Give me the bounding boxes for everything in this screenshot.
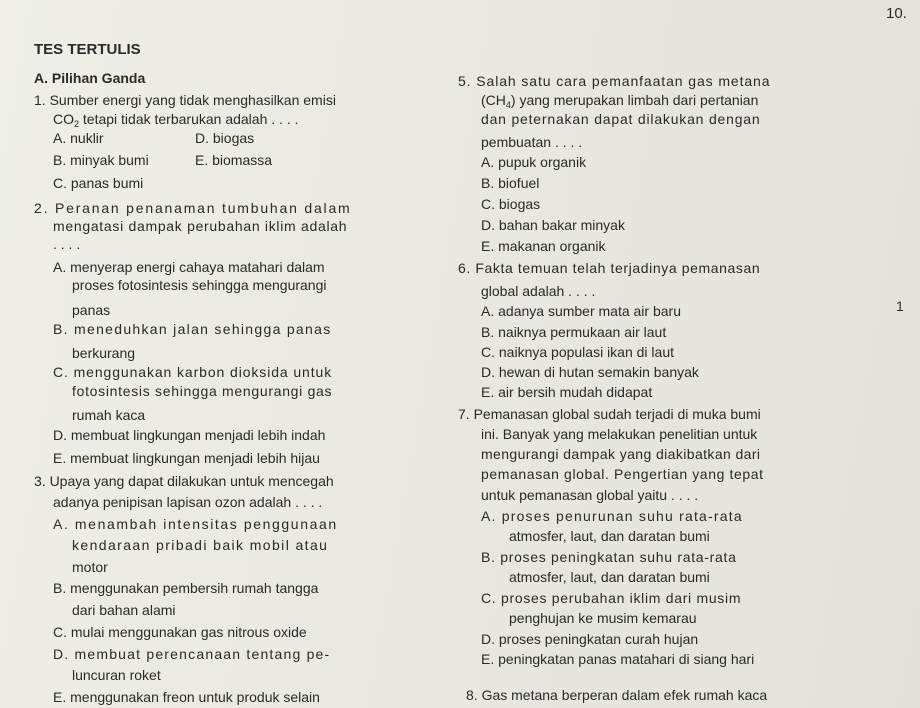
q2-option-c-line1: C. menggunakan karbon dioksida untuk (53, 364, 333, 380)
section-heading: A. Pilihan Ganda (34, 70, 146, 86)
q1-stem-line2 (53, 111, 298, 132)
q3-stem-line2: adanya penipisan lapisan ozon adalah . . . . (53, 494, 323, 510)
q1-option-d: D. biogas (195, 130, 255, 146)
q6-option-d: D. hewan di hutan semakin banyak (481, 364, 699, 380)
q3-option-d-line2: luncuran roket (72, 667, 161, 683)
q1-option-a: A. nuklir (53, 130, 104, 146)
q1-option-c: C. panas bumi (53, 175, 144, 191)
q1-stem-line1: 1. Sumber energi yang tidak menghasilkan emisi (34, 92, 336, 108)
q5-option-b: B. biofuel (481, 175, 540, 191)
q5-stem-line4: pembuatan . . . . (481, 134, 583, 150)
q3-stem-line1: 3. Upaya yang dapat dilakukan untuk mencegah (34, 473, 334, 489)
q5-stem-line2 (481, 92, 758, 113)
q3-option-e: E. menggunakan freon untuk produk selain (53, 689, 320, 705)
q2-option-e: E. membuat lingkungan menjadi lebih hijau (53, 450, 320, 466)
q7-stem-line5: untuk pemanasan global yaitu . . . . (481, 487, 699, 503)
q6-option-c: C. naiknya populasi ikan di laut (481, 344, 675, 360)
q5-option-d: D. bahan bakar minyak (481, 217, 625, 233)
q6-option-a: A. adanya sumber mata air baru (481, 303, 681, 319)
q2-stem-line1: 2. Peranan penanaman tumbuhan dalam (34, 200, 352, 216)
q3-option-c (53, 624, 307, 640)
q5-ch-subscript: 4 (505, 100, 511, 110)
q5-option-c: C. biogas (481, 196, 541, 212)
q2-option-b-line1: B. meneduhkan jalan sehingga panas (53, 321, 332, 337)
q7-option-c-line2: penghujan ke musim kemarau (509, 610, 697, 626)
q7-option-e: E. peningkatan panas matahari di siang hari (481, 651, 755, 667)
q7-stem-line3: mengurangi dampak yang diakibatkan dari (481, 446, 761, 462)
q5-stem-line1: 5. Salah satu cara pemanfaatan gas metana (458, 73, 771, 89)
q1-option-b: B. minyak bumi (53, 152, 149, 168)
q3-option-a-line2: kendaraan pribadi baik mobil atau (72, 537, 329, 553)
q7-option-c-line1: C. proses perubahan iklim dari musim (481, 590, 742, 606)
q5-ch: (CH (481, 92, 506, 108)
q1-option-e: E. biomassa (195, 152, 273, 168)
q7-option-a-line1: A. proses penurunan suhu rata-rata (481, 508, 743, 524)
q6-stem-line1: 6. Fakta temuan telah terjadinya pemanasan (458, 260, 761, 276)
q2-option-a-line2: proses fotosintesis sehingga mengurangi (72, 277, 327, 293)
q2-stem-line3: . . . . (53, 236, 81, 252)
q7-option-d: D. proses peningkatan curah hujan (481, 631, 699, 647)
q2-option-c-line2: fotosintesis sehingga mengurangi gas (72, 383, 333, 399)
q5-option-a: A. pupuk organik (481, 154, 587, 170)
q6-stem-line2: global adalah . . . . (481, 283, 596, 299)
q5-option-e: E. makanan organik (481, 238, 606, 254)
q8-stem-line1: 8. Gas metana berperan dalam efek rumah kaca (466, 687, 768, 703)
q3-option-b-line1: B. menggunakan pembersih rumah tangga (53, 580, 319, 596)
q1-co: CO (53, 111, 74, 127)
q5-stem-line3: dan peternakan dapat dilakukan dengan (481, 111, 761, 127)
q6-option-b: B. naiknya permukaan air laut (481, 324, 667, 340)
q2-option-d: D. membuat lingkungan menjadi lebih indah (53, 427, 326, 443)
q3-option-b-line2: dari bahan alami (72, 602, 176, 618)
q2-stem-line2: mengatasi dampak perubahan iklim adalah (53, 218, 348, 234)
q7-stem-line4: pemanasan global. Pengertian yang tepat (481, 466, 764, 482)
q7-stem-line1: 7. Pemanasan global sudah terjadi di muka bumi (458, 406, 761, 422)
q3-option-a-line1: A. menambah intensitas penggunaan (53, 516, 338, 532)
q2-option-c-line3: rumah kaca (72, 407, 146, 423)
q3-option-c-text: C. mulai menggunakan gas nitrous oxide (53, 624, 307, 640)
page-number: 10. (886, 5, 907, 22)
q7-stem-line2: ini. Banyak yang melakukan penelitian untuk (481, 426, 758, 442)
q3-option-a-line3: motor (72, 559, 108, 575)
q1-stem-line2-rest: tetapi tidak terbarukan adalah . . . . (79, 111, 299, 127)
q3-option-d-line1: D. membuat perencanaan tentang pe- (53, 646, 331, 662)
q7-option-b-line1: B. proses peningkatan suhu rata-rata (481, 549, 737, 565)
q5-stem-line2-rest: ) yang merupakan limbah dari pertanian (510, 92, 759, 108)
q1-co-subscript: 2 (74, 119, 80, 129)
q7-option-a-line2: atmosfer, laut, dan daratan bumi (509, 528, 710, 544)
q2-option-b-line2: berkurang (72, 345, 136, 361)
q2-option-a-line3: panas (72, 302, 111, 318)
page-title: TES TERTULIS (34, 41, 141, 58)
q7-option-b-line2: atmosfer, laut, dan daratan bumi (509, 569, 710, 585)
stray-mark: 1 (896, 298, 904, 314)
q6-option-e: E. air bersih mudah didapat (481, 384, 653, 400)
q2-option-a-line1: A. menyerap energi cahaya matahari dalam (53, 259, 325, 275)
